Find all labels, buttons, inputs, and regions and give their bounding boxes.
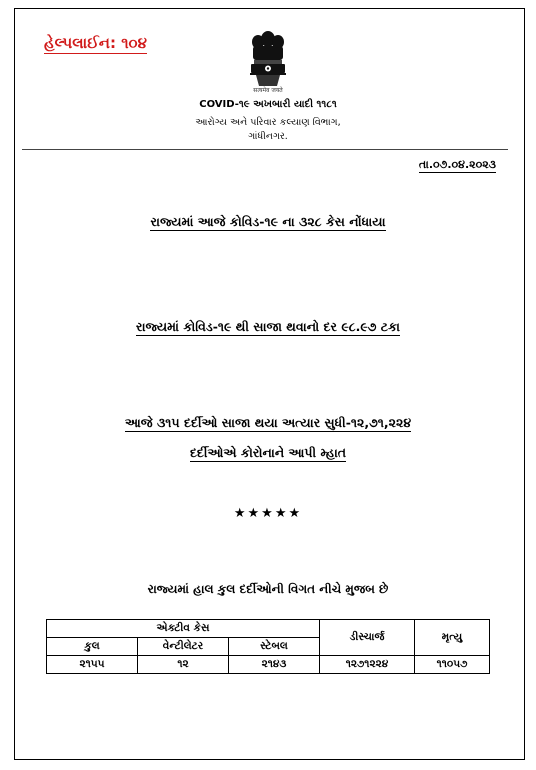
header-divider	[22, 149, 508, 150]
stable-subheader: સ્ટેબલ	[229, 638, 320, 656]
headline-recoveries-line1: આજે ૩૧૫ દર્દીઓ સાજા થયા અત્યાર સુધી-૧૨,૭૧,૨૨૪	[124, 415, 412, 430]
table-row	[47, 656, 490, 674]
headline-new-cases: રાજ્યમાં આજે કોવિડ-૧૯ ના ૩૨૮ કેસ નોંધાયા	[150, 214, 386, 229]
release-number: COVID-૧૯ અખબારી યાદી ૧૧૮૧	[199, 99, 337, 110]
ventilator-subheader: વેન્ટીલેટર	[138, 638, 229, 656]
deaths-cell: ૧૧૦૫૭	[415, 656, 490, 674]
discharged-cell: ૧૨૭૧૨૨૪	[320, 656, 415, 674]
death-header: મૃત્યુ	[415, 620, 490, 656]
headline-recovery-rate: રાજ્યમાં કોવિડ-૧૯ થી સાજા થવાનો દર ૯૮.૯૭ ટકા	[136, 319, 400, 334]
stable-cell: ૨૧૪૩	[229, 656, 320, 674]
total-subheader: કુલ	[47, 638, 138, 656]
national-emblem-icon	[244, 30, 292, 92]
helpline-text: હેલ્પલાઈન: ૧૦૪	[44, 34, 147, 52]
release-date: તા.૦૭.૦૪.૨૦૨૩	[418, 158, 496, 171]
patient-status-table	[46, 619, 490, 674]
star-separator: ★★★★★	[233, 506, 303, 521]
department-name: આરોગ્ય અને પરિવાર કલ્યાણ વિભાગ,	[195, 117, 341, 128]
city-name: ગાંધીનગર.	[248, 131, 288, 142]
total-active-cell: ૨૧૫૫	[47, 656, 138, 674]
table-heading: રાજ્યમાં હાલ કુલ દર્દીઓની વિગત નીચે મુજબ છે	[147, 582, 389, 596]
active-cases-header: એક્ટીવ કેસ	[47, 620, 320, 638]
ventilator-cell: ૧૨	[138, 656, 229, 674]
emblem-motto: सत्यमेव जयते	[253, 87, 283, 94]
headline-recoveries-line2: દર્દીઓએ કોરોનાને આપી મ્હાત	[189, 445, 347, 460]
discharge-header: ડીસ્ચાર્જ	[320, 620, 415, 656]
